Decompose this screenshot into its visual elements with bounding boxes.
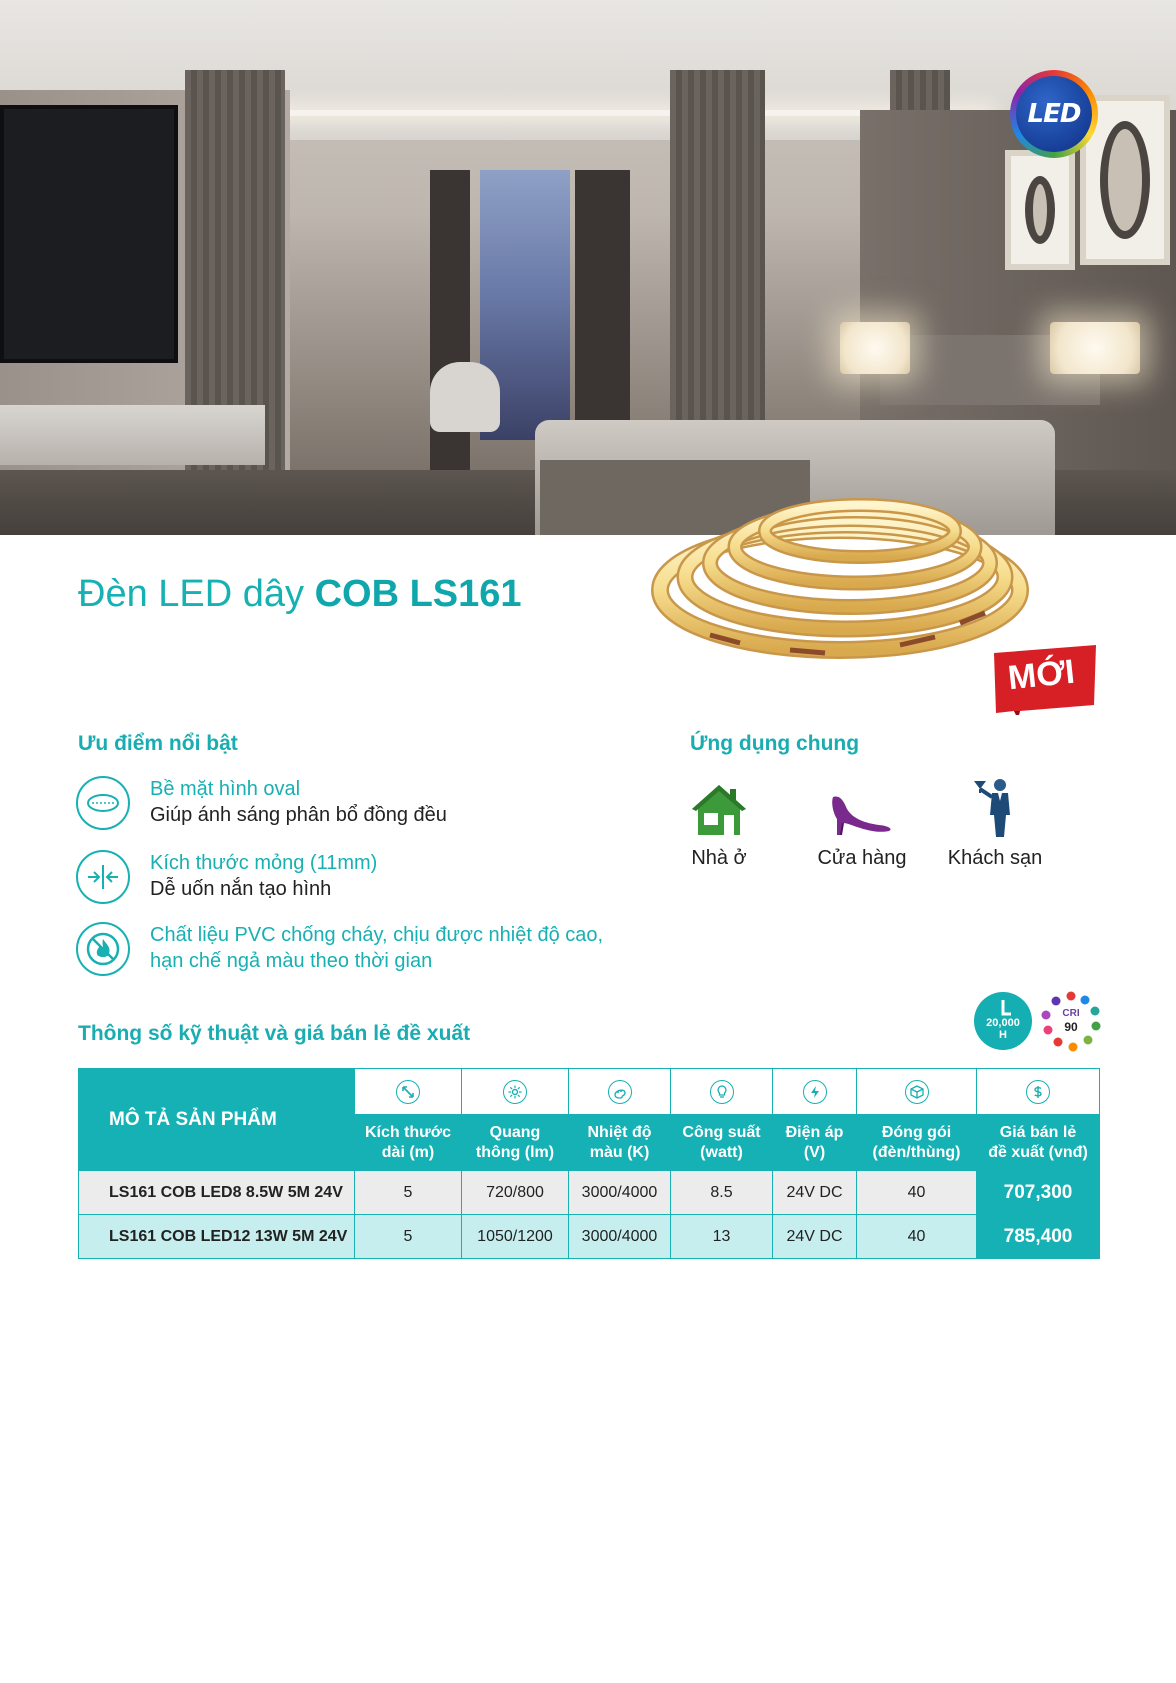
length-cell: 5 — [355, 1171, 462, 1215]
header-icon-cell — [671, 1069, 773, 1115]
table-lamp — [840, 322, 910, 374]
table-row — [79, 1215, 1100, 1259]
feature-item — [76, 776, 447, 830]
tv-cabinet — [0, 405, 265, 465]
luminous-flux-icon — [503, 1080, 527, 1104]
pack-cell: 40 — [857, 1215, 977, 1259]
lifetime-unit: H — [999, 1029, 1007, 1041]
column-header: Đóng gói (đèn/thùng) — [857, 1115, 977, 1171]
fire-resistant-icon — [76, 922, 130, 976]
clock-hand-icon — [994, 998, 1012, 1018]
price-cell: 707,300 — [977, 1171, 1100, 1215]
cri-badge — [1040, 990, 1102, 1052]
applications-heading: Ứng dụng chung — [690, 732, 860, 755]
feature-item — [76, 922, 603, 976]
price-icon — [1026, 1080, 1050, 1104]
application-item — [940, 775, 1050, 870]
table-lamp — [1050, 322, 1140, 374]
waiter-icon — [940, 775, 1050, 837]
column-header: Giá bán lẻ đề xuất (vnđ) — [977, 1115, 1100, 1171]
feature-title: Kích thước mỏng (11mm) — [150, 852, 378, 874]
header-icon-cell — [355, 1069, 462, 1115]
feature-desc: Giúp ánh sáng phân bổ đồng đều — [150, 804, 447, 826]
led-strip-product-image — [650, 485, 1035, 670]
application-label: Cửa hàng — [817, 847, 907, 869]
led-logo-text: LED — [1027, 99, 1081, 129]
lifetime-value: 20,000 — [986, 1017, 1020, 1029]
application-label: Khách sạn — [947, 847, 1043, 869]
voltage-icon — [803, 1080, 827, 1104]
power-cell: 13 — [671, 1215, 773, 1259]
price-cell: 785,400 — [977, 1215, 1100, 1259]
cct-cell: 3000/4000 — [569, 1215, 671, 1259]
specs-heading: Thông số kỹ thuật và giá bán lẻ đề xuất — [78, 1022, 471, 1045]
header-icon-cell — [462, 1069, 569, 1115]
column-header: Điện áp (V) — [773, 1115, 857, 1171]
header-icon-cell — [977, 1069, 1100, 1115]
title-prefix: Đèn LED dây — [78, 573, 315, 615]
column-header: Kích thước dài (m) — [355, 1115, 462, 1171]
oval-surface-icon — [76, 776, 130, 830]
application-item — [682, 775, 756, 870]
new-badge-text: MỚI — [1006, 652, 1077, 698]
application-item — [812, 775, 912, 870]
package-icon — [905, 1080, 929, 1104]
voltage-cell: 24V DC — [773, 1171, 857, 1215]
television — [0, 105, 178, 363]
house-icon — [682, 775, 756, 837]
application-label: Nhà ở — [691, 847, 747, 869]
voltage-cell: 24V DC — [773, 1215, 857, 1259]
product-name-cell: LS161 COB LED8 8.5W 5M 24V — [79, 1171, 355, 1215]
pack-cell: 40 — [857, 1171, 977, 1215]
product-name-cell: LS161 COB LED12 13W 5M 24V — [79, 1215, 355, 1259]
spec-price-table — [78, 1068, 1100, 1259]
wall-art-frame — [1005, 150, 1075, 270]
feature-item — [76, 850, 377, 904]
desc-column-header: MÔ TẢ SẢN PHẨM — [79, 1069, 355, 1171]
hero-bedroom-photo — [0, 0, 1176, 535]
led-logo-badge — [1010, 70, 1098, 158]
header-icon-cell — [773, 1069, 857, 1115]
color-temperature-icon — [608, 1080, 632, 1104]
table-header-icons-row — [79, 1069, 1100, 1115]
feature-title: Bề mặt hình oval — [150, 778, 301, 800]
page-title — [78, 573, 522, 616]
feature-title-line2: hạn chế ngả màu theo thời gian — [150, 950, 433, 972]
feature-title: Chất liệu PVC chống cháy, chịu được nhiệt độ cao, — [150, 924, 604, 946]
high-heel-icon — [812, 775, 912, 837]
feature-desc: Dễ uốn nắn tạo hình — [150, 878, 332, 900]
lumen-cell: 1050/1200 — [462, 1215, 569, 1259]
power-bulb-icon — [710, 1080, 734, 1104]
table-row — [79, 1171, 1100, 1215]
title-model: COB LS161 — [314, 573, 522, 615]
length-cell: 5 — [355, 1215, 462, 1259]
cct-cell: 3000/4000 — [569, 1171, 671, 1215]
header-icon-cell — [569, 1069, 671, 1115]
column-header: Quang thông (lm) — [462, 1115, 569, 1171]
power-cell: 8.5 — [671, 1171, 773, 1215]
column-header: Công suất (watt) — [671, 1115, 773, 1171]
lumen-cell: 720/800 — [462, 1171, 569, 1215]
compress-arrows-icon — [76, 850, 130, 904]
length-icon — [396, 1080, 420, 1104]
lifetime-badge — [974, 992, 1032, 1050]
cri-value: 90 — [1064, 1020, 1078, 1034]
armchair — [430, 362, 500, 432]
column-header: Nhiệt độ màu (K) — [569, 1115, 671, 1171]
header-icon-cell — [857, 1069, 977, 1115]
cri-label: CRI — [1062, 1008, 1080, 1019]
advantages-heading: Ưu điểm nổi bật — [78, 732, 238, 755]
